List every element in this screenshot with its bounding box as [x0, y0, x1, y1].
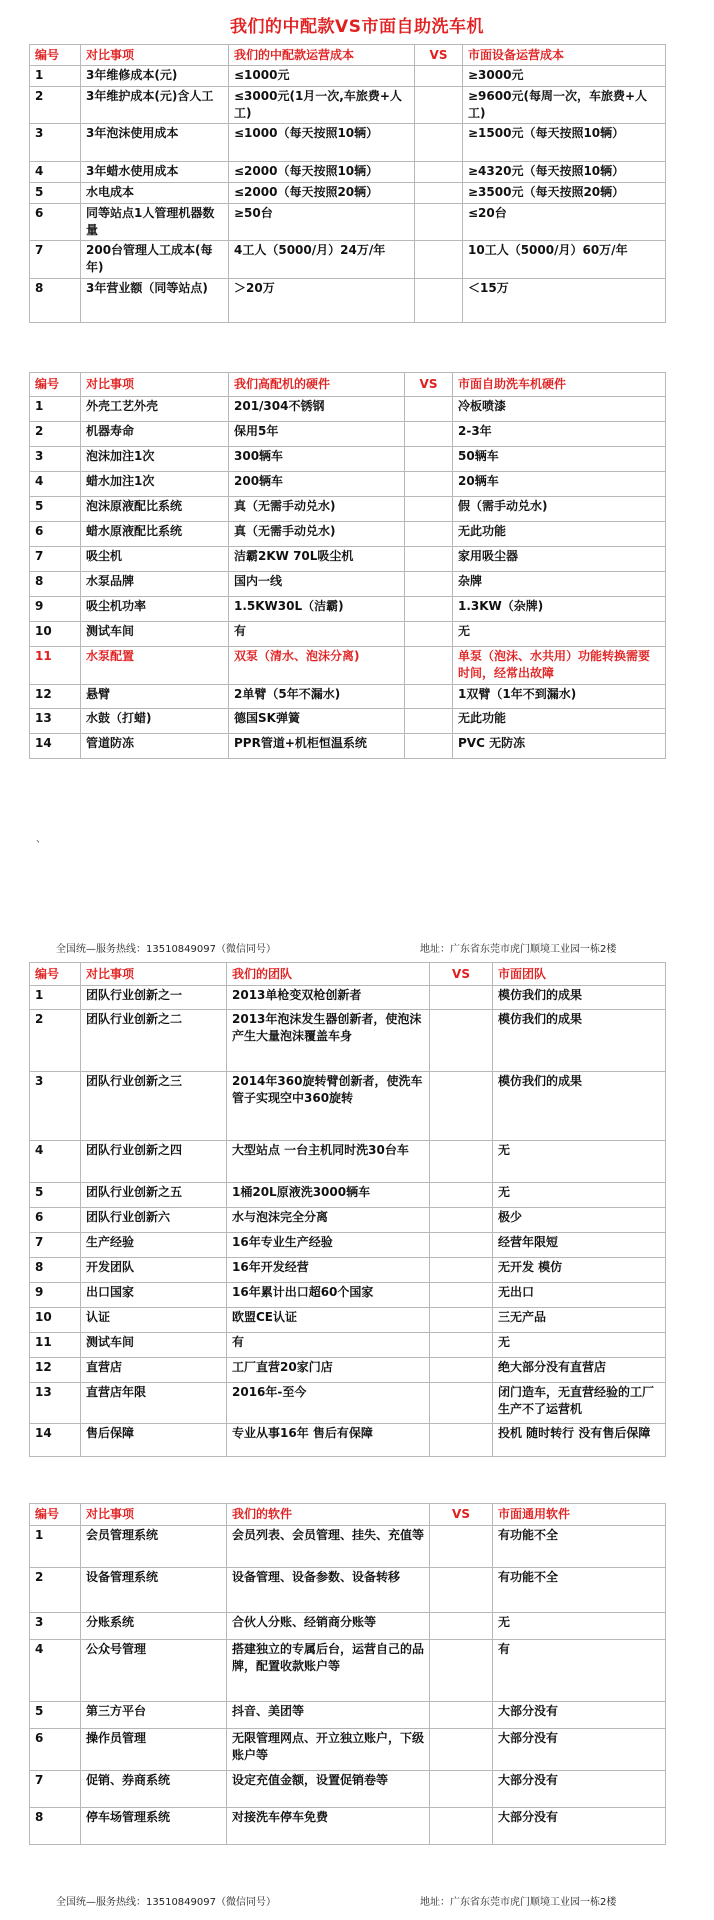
table-row: [30, 204, 666, 241]
vs-cell: [405, 422, 453, 447]
market-value: 闭门造车，无直营经验的工厂生产不了运营机: [493, 1383, 666, 1424]
column-header: 市面通用软件: [493, 1504, 666, 1526]
our-value: 有: [227, 1333, 430, 1358]
vs-cell: [415, 87, 463, 124]
footer-address-bottom: 地址：广东省东莞市虎门顺境工业园一栋2楼: [420, 1897, 617, 1908]
row-number: 12: [30, 685, 81, 709]
table-row: [30, 572, 666, 597]
row-number: 1: [30, 66, 81, 87]
table-header-row: [30, 45, 666, 66]
vs-cell: [405, 447, 453, 472]
comparison-item: 外壳工艺外壳: [81, 397, 229, 422]
column-header: 我们的团队: [227, 963, 430, 986]
market-value: 无: [493, 1613, 666, 1640]
table-row: [30, 1640, 666, 1702]
table-header-row: [30, 1504, 666, 1526]
market-value: 20辆车: [453, 472, 666, 497]
comparison-item: 机器寿命: [81, 422, 229, 447]
row-number: 6: [30, 1208, 81, 1233]
comparison-item: 蜡水加注1次: [81, 472, 229, 497]
row-number: 3: [30, 1613, 81, 1640]
table-row: [30, 241, 666, 279]
row-number: 3: [30, 1072, 81, 1141]
our-value: 16年专业生产经验: [227, 1233, 430, 1258]
comparison-item: 水泵品牌: [81, 572, 229, 597]
our-value: ＞20万: [229, 279, 415, 323]
table-row: [30, 447, 666, 472]
table-row: [30, 734, 666, 759]
market-value: 1.3KW（杂牌): [453, 597, 666, 622]
vs-cell: [430, 1308, 493, 1333]
table-row: [30, 1383, 666, 1424]
our-value: ≥50台: [229, 204, 415, 241]
our-value: 1.5KW30L（洁霸): [229, 597, 405, 622]
comparison-item: 生产经验: [81, 1233, 227, 1258]
our-value: ≤1000（每天按照10辆）: [229, 124, 415, 162]
table-row: [30, 522, 666, 547]
comparison-item: 水泵配置: [81, 647, 229, 685]
comparison-item: 管道防冻: [81, 734, 229, 759]
row-number: 1: [30, 986, 81, 1010]
column-header: 编号: [30, 1504, 81, 1526]
row-number: 10: [30, 622, 81, 647]
vs-cell: [405, 597, 453, 622]
market-value: 1双臂（1年不到漏水): [453, 685, 666, 709]
column-header: 市面自助洗车机硬件: [453, 373, 666, 397]
vs-cell: [430, 1613, 493, 1640]
vs-cell: [430, 1383, 493, 1424]
our-value: 搭建独立的专属后台，运营自己的品牌，配置收款账户等: [227, 1640, 430, 1702]
vs-cell: [405, 572, 453, 597]
our-value: 设备管理、设备参数、设备转移: [227, 1568, 430, 1613]
row-number: 5: [30, 183, 81, 204]
market-value: ≤20台: [463, 204, 666, 241]
row-number: 5: [30, 1183, 81, 1208]
row-number: 11: [30, 647, 81, 685]
row-number: 7: [30, 1771, 81, 1808]
comparison-item: 操作员管理: [81, 1729, 227, 1771]
vs-cell: [430, 1183, 493, 1208]
market-value: 2-3年: [453, 422, 666, 447]
our-value: 洁霸2KW 70L吸尘机: [229, 547, 405, 572]
comparison-item: 直营店: [81, 1358, 227, 1383]
our-value: 16年累计出口超60个国家: [227, 1283, 430, 1308]
market-value: 无此功能: [453, 709, 666, 734]
market-value: PVC 无防冻: [453, 734, 666, 759]
row-number: 1: [30, 397, 81, 422]
team-table: [29, 962, 666, 1457]
table-row: [30, 597, 666, 622]
our-value: 无限管理网点、开立独立账户，下级账户等: [227, 1729, 430, 1771]
comparison-item: 吸尘机功率: [81, 597, 229, 622]
our-value: 合伙人分账、经销商分账等: [227, 1613, 430, 1640]
row-number: 7: [30, 1233, 81, 1258]
our-value: 16年开发经营: [227, 1258, 430, 1283]
vs-cell: [430, 1808, 493, 1845]
row-number: 3: [30, 124, 81, 162]
vs-cell: [405, 472, 453, 497]
our-value: 德国SK弹簧: [229, 709, 405, 734]
our-value: 专业从事16年 售后有保障: [227, 1424, 430, 1457]
comparison-item: 团队行业创新之三: [81, 1072, 227, 1141]
column-header: 我们的中配款运营成本: [229, 45, 415, 66]
comparison-item: 水鼓（打蜡): [81, 709, 229, 734]
comparison-item: 直营店年限: [81, 1383, 227, 1424]
comparison-item: 同等站点1人管理机器数量: [81, 204, 229, 241]
vs-cell: [430, 1358, 493, 1383]
table-row: [30, 1072, 666, 1141]
table-header-row: [30, 373, 666, 397]
row-number: 13: [30, 709, 81, 734]
comparison-item: 团队行业创新六: [81, 1208, 227, 1233]
row-number: 3: [30, 447, 81, 472]
footer-hotline: 全国统—服务热线：13510849097（微信同号）: [56, 944, 276, 955]
software-table: [29, 1503, 666, 1845]
our-value: 2013单枪变双枪创新者: [227, 986, 430, 1010]
vs-cell: [405, 709, 453, 734]
comparison-item: 第三方平台: [81, 1702, 227, 1729]
table-row: [30, 1358, 666, 1383]
vs-cell: [430, 1702, 493, 1729]
our-value: 201/304不锈钢: [229, 397, 405, 422]
row-number: 4: [30, 1640, 81, 1702]
comparison-item: 认证: [81, 1308, 227, 1333]
table-row: [30, 1808, 666, 1845]
vs-cell: [430, 1424, 493, 1457]
vs-cell: [415, 124, 463, 162]
market-value: ≥9600元(每周一次，车旅费+人工): [463, 87, 666, 124]
table-row: [30, 1258, 666, 1283]
market-value: 绝大部分没有直营店: [493, 1358, 666, 1383]
comparison-item: 团队行业创新之四: [81, 1141, 227, 1183]
row-number: 11: [30, 1333, 81, 1358]
vs-cell: [405, 647, 453, 685]
our-value: 双泵（清水、泡沫分离): [229, 647, 405, 685]
market-value: 模仿我们的成果: [493, 986, 666, 1010]
comparison-item: 停车场管理系统: [81, 1808, 227, 1845]
stray-mark: 、: [36, 834, 46, 845]
row-number: 13: [30, 1383, 81, 1424]
our-value: 保用5年: [229, 422, 405, 447]
table-row: [30, 547, 666, 572]
table-row: [30, 1010, 666, 1072]
vs-cell: [430, 1233, 493, 1258]
our-value: ≤1000元: [229, 66, 415, 87]
market-value: 家用吸尘器: [453, 547, 666, 572]
vs-cell: [405, 685, 453, 709]
vs-cell: [430, 1010, 493, 1072]
row-number: 2: [30, 1568, 81, 1613]
our-value: 真（无需手动兑水): [229, 497, 405, 522]
footer-hotline-bottom: 全国统—服务热线：13510849097（微信同号）: [56, 1897, 276, 1908]
row-number: 6: [30, 1729, 81, 1771]
our-value: 水与泡沫完全分离: [227, 1208, 430, 1233]
comparison-item: 泡沫加注1次: [81, 447, 229, 472]
row-number: 6: [30, 522, 81, 547]
our-value: 对接洗车停车免费: [227, 1808, 430, 1845]
row-number: 4: [30, 472, 81, 497]
our-value: 300辆车: [229, 447, 405, 472]
row-number: 10: [30, 1308, 81, 1333]
table-row: [30, 685, 666, 709]
vs-cell: [405, 397, 453, 422]
market-value: 单泵（泡沫、水共用）功能转换需要时间，经常出故障: [453, 647, 666, 685]
market-value: ≥1500元（每天按照10辆）: [463, 124, 666, 162]
market-value: 无: [493, 1183, 666, 1208]
table-row: [30, 1333, 666, 1358]
market-value: 有: [493, 1640, 666, 1702]
market-value: 无: [493, 1141, 666, 1183]
column-header: 市面团队: [493, 963, 666, 986]
market-value: 无: [453, 622, 666, 647]
our-value: 2014年360旋转臂创新者，使洗车管子实现空中360旋转: [227, 1072, 430, 1141]
operating-cost-table: [29, 44, 666, 323]
market-value: 经营年限短: [493, 1233, 666, 1258]
table-row: [30, 1183, 666, 1208]
comparison-item: 200台管理人工成本(每年): [81, 241, 229, 279]
market-value: 大部分没有: [493, 1702, 666, 1729]
comparison-item: 3年维护成本(元)含人工: [81, 87, 229, 124]
market-value: 无: [493, 1333, 666, 1358]
comparison-item: 蜡水原液配比系统: [81, 522, 229, 547]
table-row: [30, 66, 666, 87]
our-value: 2016年-至今: [227, 1383, 430, 1424]
page-title: 我们的中配款VS市面自助洗车机: [230, 17, 484, 37]
comparison-item: 测试车间: [81, 1333, 227, 1358]
our-value: 真（无需手动兑水): [229, 522, 405, 547]
vs-cell: [430, 1568, 493, 1613]
table-row: [30, 709, 666, 734]
market-value: 有功能不全: [493, 1526, 666, 1568]
comparison-item: 出口国家: [81, 1283, 227, 1308]
table-row: [30, 472, 666, 497]
row-number: 4: [30, 1141, 81, 1183]
vs-cell: [405, 547, 453, 572]
table-row: [30, 1729, 666, 1771]
comparison-item: 测试车间: [81, 622, 229, 647]
vs-cell: [430, 1208, 493, 1233]
table-row: [30, 1283, 666, 1308]
comparison-item: 水电成本: [81, 183, 229, 204]
vs-cell: [430, 1283, 493, 1308]
vs-cell: [430, 1258, 493, 1283]
our-value: PPR管道+机柜恒温系统: [229, 734, 405, 759]
comparison-item: 促销、券商系统: [81, 1771, 227, 1808]
our-value: 2013年泡沫发生器创新者，使泡沫产生大量泡沫覆盖车身: [227, 1010, 430, 1072]
market-value: 无此功能: [453, 522, 666, 547]
our-value: 4工人（5000/月）24万/年: [229, 241, 415, 279]
market-value: ＜15万: [463, 279, 666, 323]
comparison-item: 会员管理系统: [81, 1526, 227, 1568]
our-value: 有: [229, 622, 405, 647]
row-number: 2: [30, 1010, 81, 1072]
vs-cell: [415, 204, 463, 241]
market-value: 50辆车: [453, 447, 666, 472]
column-header: 对比事项: [81, 45, 229, 66]
column-header: 编号: [30, 45, 81, 66]
our-value: ≤2000（每天按照20辆）: [229, 183, 415, 204]
row-number: 8: [30, 279, 81, 323]
comparison-item: 团队行业创新之五: [81, 1183, 227, 1208]
row-number: 5: [30, 497, 81, 522]
vs-cell: [430, 986, 493, 1010]
table-row: [30, 1141, 666, 1183]
our-value: 1桶20L原液洗3000辆车: [227, 1183, 430, 1208]
column-header: 对比事项: [81, 373, 229, 397]
row-number: 14: [30, 1424, 81, 1457]
table-row: [30, 1613, 666, 1640]
table-row: [30, 622, 666, 647]
table-row: [30, 986, 666, 1010]
vs-cell: [430, 1640, 493, 1702]
row-number: 7: [30, 547, 81, 572]
row-number: 2: [30, 422, 81, 447]
vs-cell: [415, 66, 463, 87]
table-row: [30, 162, 666, 183]
column-header: 我们高配机的硬件: [229, 373, 405, 397]
hardware-table: [29, 372, 666, 759]
our-value: 国内一线: [229, 572, 405, 597]
comparison-item: 设备管理系统: [81, 1568, 227, 1613]
comparison-item: 3年蜡水使用成本: [81, 162, 229, 183]
market-value: 模仿我们的成果: [493, 1072, 666, 1141]
comparison-item: 团队行业创新之二: [81, 1010, 227, 1072]
column-header: VS: [415, 45, 463, 66]
row-number: 9: [30, 1283, 81, 1308]
column-header: 编号: [30, 963, 81, 986]
vs-cell: [415, 279, 463, 323]
vs-cell: [430, 1333, 493, 1358]
market-value: 大部分没有: [493, 1729, 666, 1771]
market-value: 无开发 模仿: [493, 1258, 666, 1283]
table-row: [30, 1233, 666, 1258]
table-row: [30, 1308, 666, 1333]
row-number: 4: [30, 162, 81, 183]
table-row: [30, 279, 666, 323]
market-value: 三无产品: [493, 1308, 666, 1333]
our-value: ≤3000元(1月一次,车旅费+人工): [229, 87, 415, 124]
comparison-item: 吸尘机: [81, 547, 229, 572]
our-value: 200辆车: [229, 472, 405, 497]
vs-cell: [405, 734, 453, 759]
table-row: [30, 124, 666, 162]
comparison-item: 3年营业额（同等站点): [81, 279, 229, 323]
column-header: VS: [405, 373, 453, 397]
table-row: [30, 647, 666, 685]
comparison-item: 公众号管理: [81, 1640, 227, 1702]
row-number: 12: [30, 1358, 81, 1383]
vs-cell: [405, 622, 453, 647]
market-value: 冷板喷漆: [453, 397, 666, 422]
row-number: 7: [30, 241, 81, 279]
row-number: 14: [30, 734, 81, 759]
table-row: [30, 183, 666, 204]
table-row: [30, 1208, 666, 1233]
table-row: [30, 397, 666, 422]
table-row: [30, 1771, 666, 1808]
market-value: ≥3500元（每天按照20辆）: [463, 183, 666, 204]
market-value: ≥4320元（每天按照10辆）: [463, 162, 666, 183]
column-header: 市面设备运营成本: [463, 45, 666, 66]
comparison-item: 分账系统: [81, 1613, 227, 1640]
market-value: 10工人（5000/月）60万/年: [463, 241, 666, 279]
our-value: 欧盟CE认证: [227, 1308, 430, 1333]
table-row: [30, 87, 666, 124]
market-value: 无出口: [493, 1283, 666, 1308]
our-value: 设定充值金额，设置促销卷等: [227, 1771, 430, 1808]
our-value: 会员列表、会员管理、挂失、充值等: [227, 1526, 430, 1568]
table-row: [30, 1568, 666, 1613]
vs-cell: [430, 1771, 493, 1808]
market-value: ≥3000元: [463, 66, 666, 87]
table-header-row: [30, 963, 666, 986]
column-header: 编号: [30, 373, 81, 397]
our-value: 大型站点 一台主机同时洗30台车: [227, 1141, 430, 1183]
row-number: 5: [30, 1702, 81, 1729]
vs-cell: [405, 522, 453, 547]
vs-cell: [430, 1729, 493, 1771]
our-value: 工厂直营20家门店: [227, 1358, 430, 1383]
comparison-item: 团队行业创新之一: [81, 986, 227, 1010]
column-header: 我们的软件: [227, 1504, 430, 1526]
our-value: ≤2000（每天按照10辆）: [229, 162, 415, 183]
row-number: 1: [30, 1526, 81, 1568]
footer-address: 地址：广东省东莞市虎门顺境工业园一栋2楼: [420, 944, 617, 955]
market-value: 假（需手动兑水): [453, 497, 666, 522]
table-row: [30, 497, 666, 522]
table-row: [30, 1424, 666, 1457]
vs-cell: [415, 241, 463, 279]
vs-cell: [415, 162, 463, 183]
market-value: 杂牌: [453, 572, 666, 597]
column-header: 对比事项: [81, 963, 227, 986]
market-value: 投机 随时转行 没有售后保障: [493, 1424, 666, 1457]
column-header: VS: [430, 1504, 493, 1526]
table-row: [30, 1526, 666, 1568]
row-number: 2: [30, 87, 81, 124]
vs-cell: [430, 1072, 493, 1141]
row-number: 9: [30, 597, 81, 622]
market-value: 有功能不全: [493, 1568, 666, 1613]
our-value: 抖音、美团等: [227, 1702, 430, 1729]
vs-cell: [415, 183, 463, 204]
comparison-item: 3年泡沫使用成本: [81, 124, 229, 162]
market-value: 极少: [493, 1208, 666, 1233]
row-number: 8: [30, 572, 81, 597]
our-value: 2单臂（5年不漏水): [229, 685, 405, 709]
row-number: 6: [30, 204, 81, 241]
vs-cell: [405, 497, 453, 522]
comparison-item: 悬臂: [81, 685, 229, 709]
row-number: 8: [30, 1258, 81, 1283]
column-header: VS: [430, 963, 493, 986]
table-row: [30, 422, 666, 447]
vs-cell: [430, 1526, 493, 1568]
market-value: 大部分没有: [493, 1808, 666, 1845]
market-value: 模仿我们的成果: [493, 1010, 666, 1072]
column-header: 对比事项: [81, 1504, 227, 1526]
market-value: 大部分没有: [493, 1771, 666, 1808]
vs-cell: [430, 1141, 493, 1183]
comparison-item: 3年维修成本(元): [81, 66, 229, 87]
comparison-item: 售后保障: [81, 1424, 227, 1457]
comparison-item: 泡沫原液配比系统: [81, 497, 229, 522]
table-row: [30, 1702, 666, 1729]
row-number: 8: [30, 1808, 81, 1845]
comparison-item: 开发团队: [81, 1258, 227, 1283]
